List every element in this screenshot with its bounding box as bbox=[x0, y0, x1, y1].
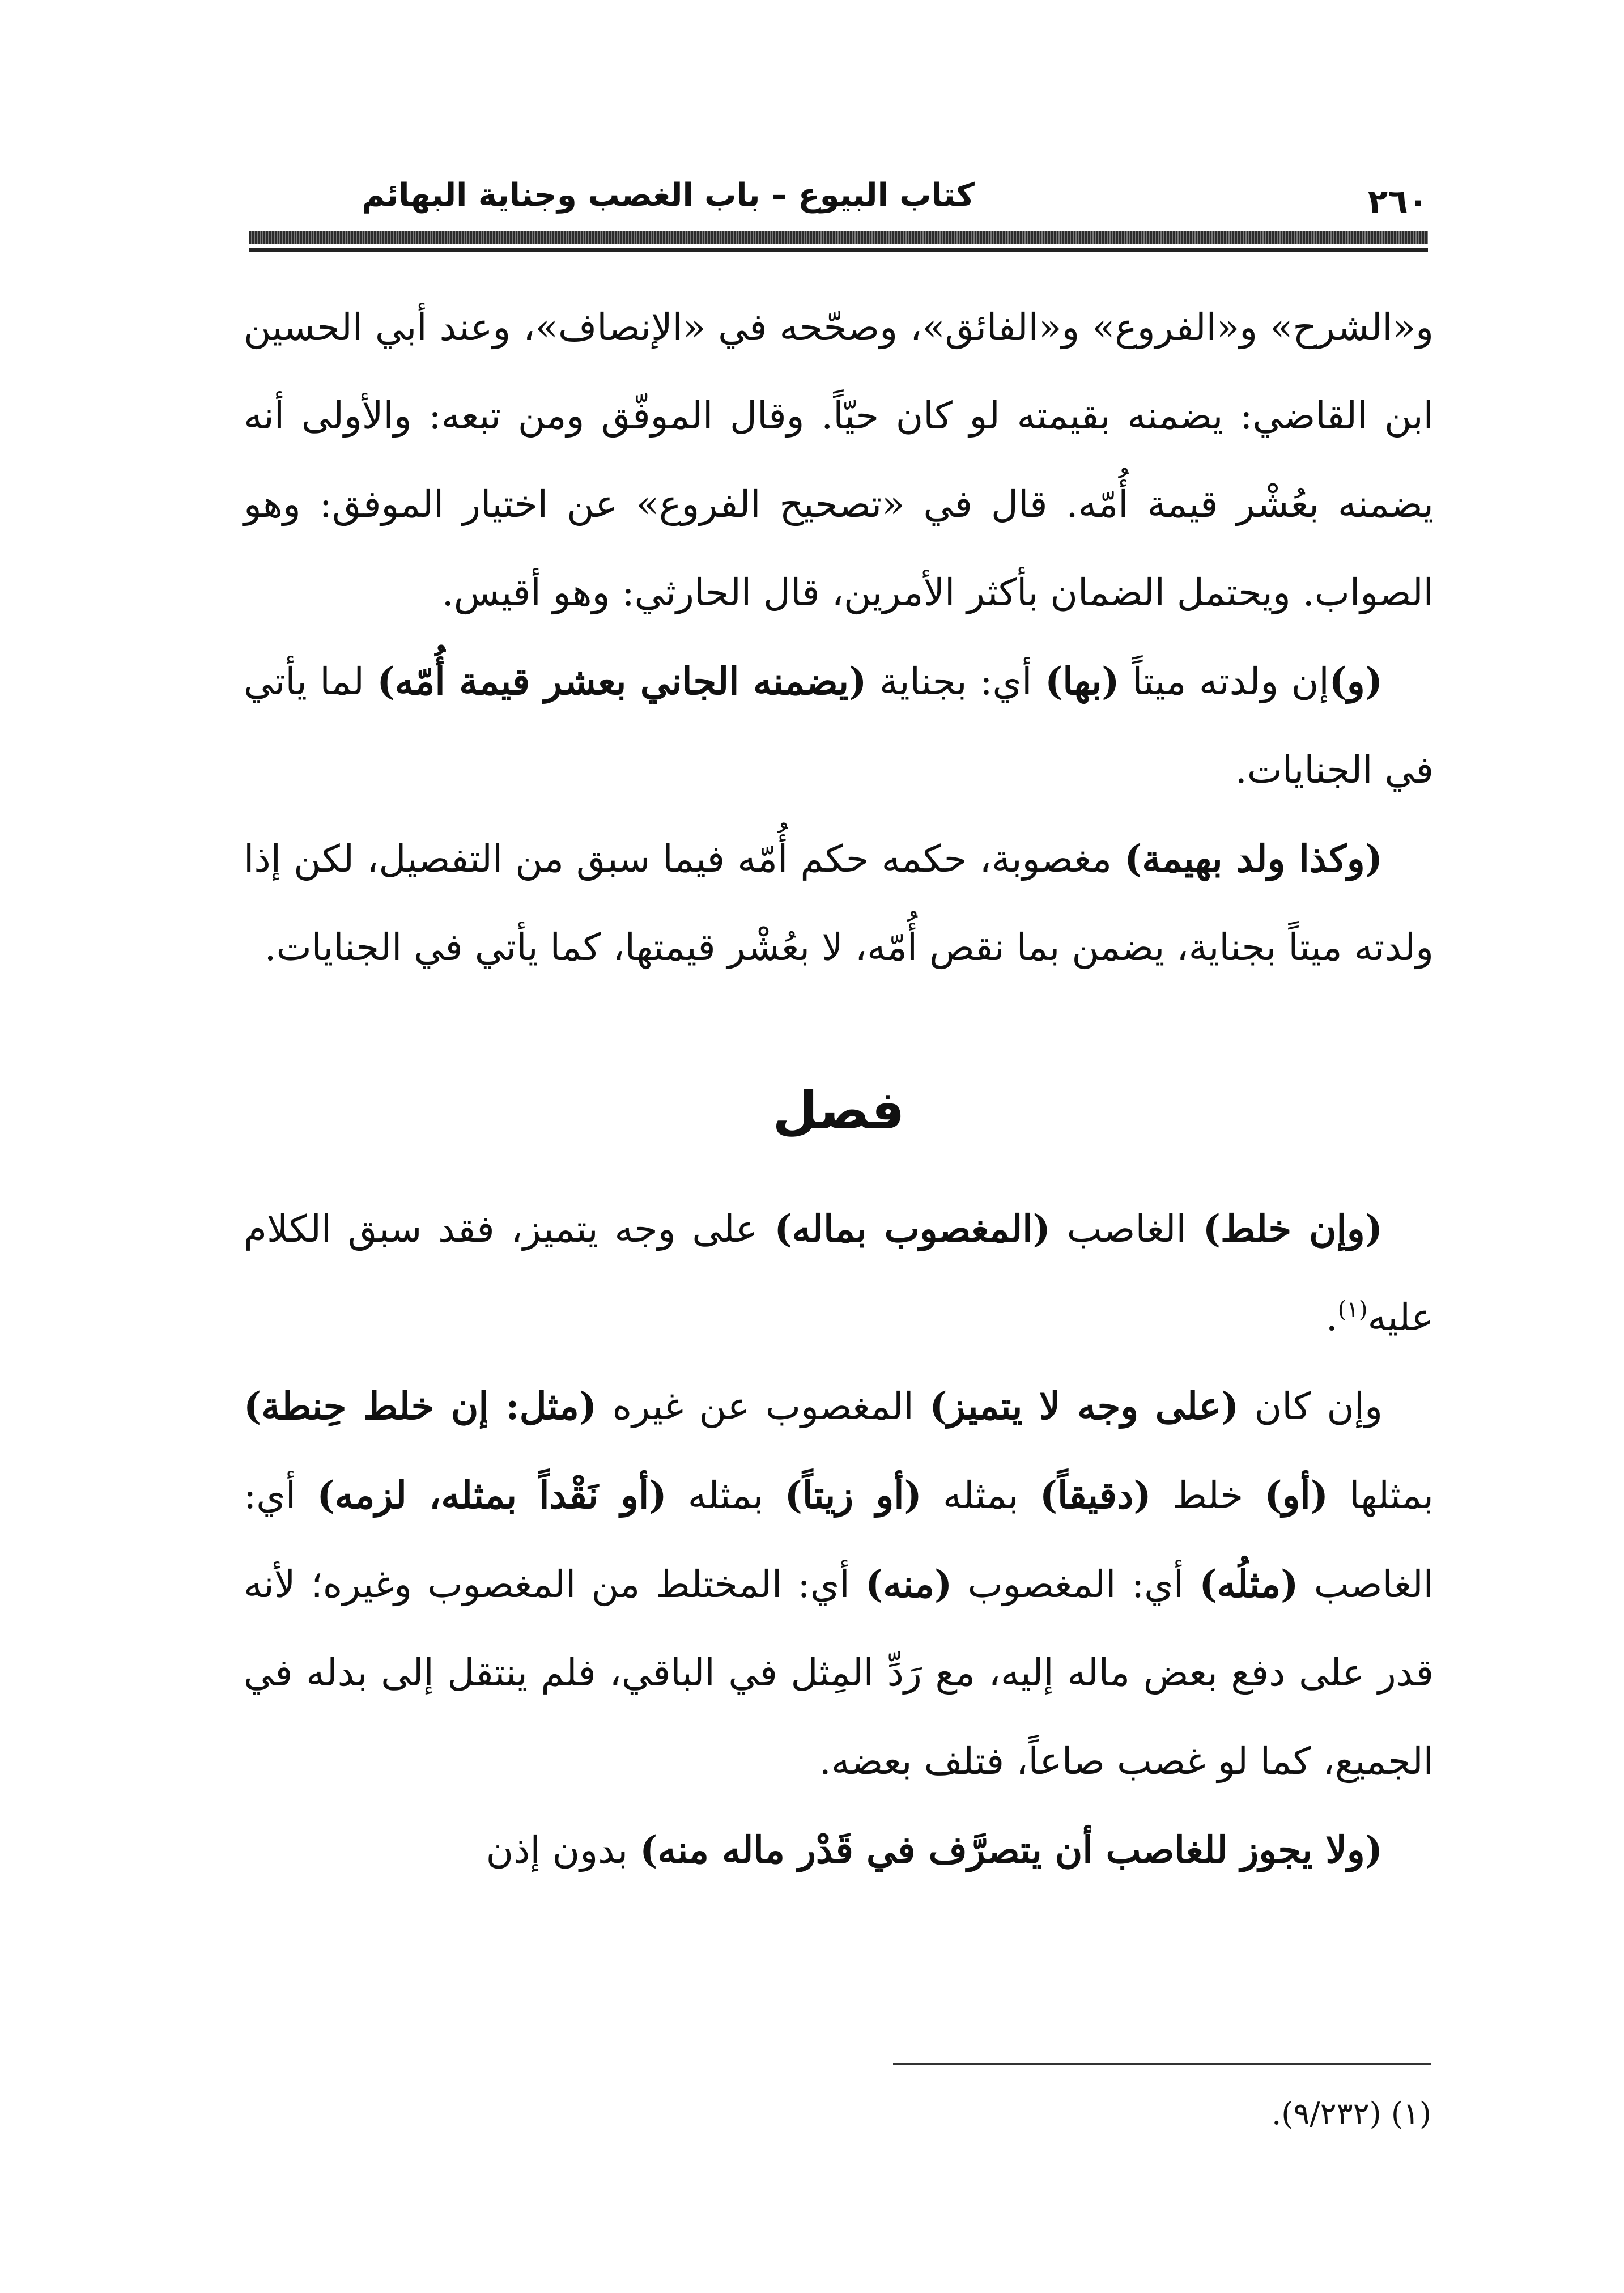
text-segment: الغاصب bbox=[1050, 1207, 1203, 1251]
paragraph bbox=[244, 283, 1434, 637]
text-segment: لما يأتي في الجنايات. bbox=[244, 660, 1434, 792]
paragraphs-before-heading bbox=[244, 283, 1434, 992]
running-title: كتاب البيوع – باب الغصب وجناية البهائم bbox=[362, 177, 975, 214]
main-text bbox=[244, 283, 1434, 1895]
text-segment: و«الشرح» و«الفروع» و«الفائق»، وصحّحه في «الإنصاف»، وعند أبي الحسين ابن القاضي: يضمنه بقيمته لو كان حيّاً. وقال الموفّق ومن تبعه: والأولى أنه يضمنه بعُشْر قيمة أُمّه. قال في «تصحيح الفروع» عن اختيار الموفق: وهو الصواب. ويحتمل الضمان بأكثر الأمرين، قال الحارثي: وهو أقيس. bbox=[244, 305, 1434, 614]
bold-text-segment: (منه) bbox=[865, 1562, 953, 1606]
paragraph bbox=[244, 1184, 1434, 1362]
text-segment: بمثلها bbox=[1328, 1474, 1434, 1517]
text-segment: أي: الغاصب bbox=[244, 1474, 1434, 1606]
section-heading: فصل bbox=[772, 1080, 905, 1141]
bold-text-segment: (على وجه لا يتميز) bbox=[929, 1384, 1239, 1428]
text-segment: بمثله bbox=[666, 1474, 785, 1517]
bold-text-segment: (دقيقاً) bbox=[1039, 1473, 1151, 1517]
text-segment: بدون إذن bbox=[486, 1828, 640, 1872]
bold-text-segment: (المغصوب بماله) bbox=[774, 1207, 1051, 1251]
bold-text-segment: (أو زيتاً) bbox=[784, 1473, 922, 1517]
footnote: (١) (٩/٢٣٢). bbox=[1272, 2096, 1431, 2131]
bold-text-segment: (مثلُه) bbox=[1199, 1562, 1299, 1606]
footnote-divider bbox=[893, 2063, 1431, 2065]
bold-text-segment: (أو نَقْداً بمثله، لزمه) bbox=[317, 1473, 667, 1517]
text-segment: مغصوبة، حكمه حكم أُمّه فيما سبق من التفصيل، لكن إذا ولدته ميتاً بجناية، يضمن بما نقص أُمّه، لا بعُشْر قيمتها، كما يأتي في الجنايات. bbox=[244, 837, 1434, 969]
paragraph bbox=[244, 637, 1434, 814]
bold-text-segment: (وإن خلط) bbox=[1202, 1207, 1383, 1251]
text-segment: إن ولدته ميتاً bbox=[1119, 660, 1329, 703]
bold-text-segment: (يضمنه الجاني بعشر قيمة أُمّه) bbox=[377, 659, 867, 703]
text-segment: أي: المختلط من المغصوب وغيره؛ لأنه قدر على دفع بعض ماله إليه، مع رَدِّ المِثل في الباقي، فلم ينتقل إلى بدله في الجميع، كما لو غصب صاعاً، فتلف بعضه. bbox=[244, 1562, 1434, 1783]
text-segment: على وجه يتميز، فقد سبق الكلام عليه bbox=[244, 1207, 1434, 1339]
paragraphs-after-heading bbox=[244, 1184, 1434, 1895]
header-divider-band bbox=[249, 231, 1428, 244]
text-segment: خلط bbox=[1151, 1474, 1265, 1517]
text-segment: المغصوب عن غيره bbox=[597, 1385, 930, 1428]
paragraph bbox=[244, 1806, 1434, 1895]
text-segment: أي: المغصوب bbox=[952, 1562, 1200, 1606]
text-segment: . bbox=[1325, 1296, 1338, 1339]
text-segment: وإن كان bbox=[1239, 1385, 1383, 1428]
bold-text-segment: (ولا يجوز للغاصب أن يتصرَّف في قَدْر ماله منه) bbox=[640, 1828, 1383, 1872]
paragraph bbox=[244, 814, 1434, 992]
footnote-marker[interactable]: (١) bbox=[1337, 1297, 1368, 1323]
bold-text-segment: (و) bbox=[1329, 659, 1383, 703]
bold-text-segment: (بها) bbox=[1045, 659, 1120, 703]
text-segment: بمثله bbox=[921, 1474, 1040, 1517]
text-segment: أي: بجناية bbox=[866, 660, 1045, 703]
bold-text-segment: (أو) bbox=[1264, 1473, 1328, 1517]
page-number: ٢٦٠ bbox=[1367, 182, 1428, 220]
header-divider-line bbox=[249, 248, 1428, 252]
paragraph bbox=[244, 1362, 1434, 1806]
bold-text-segment: (وكذا ولد بهيمة) bbox=[1124, 836, 1383, 881]
bold-text-segment: (مثل: إن خلط حِنطة) bbox=[244, 1384, 597, 1428]
running-header bbox=[249, 170, 1428, 232]
